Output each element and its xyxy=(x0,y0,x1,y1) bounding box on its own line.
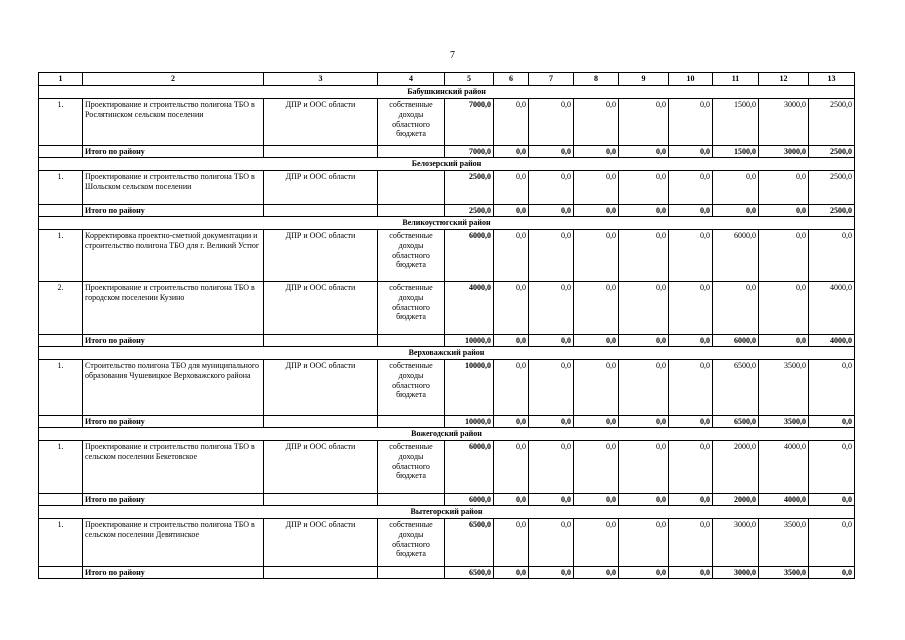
amount-cell: 0,0 xyxy=(809,519,855,567)
amount-cell: 4000,0 xyxy=(809,282,855,335)
total-spacer xyxy=(264,205,378,217)
total-label: Итого по району xyxy=(83,205,264,217)
amount-cell: 6000,0 xyxy=(445,230,494,282)
total-amount-cell: 0,0 xyxy=(669,146,713,158)
total-amount-cell: 0,0 xyxy=(619,494,669,506)
responsible-organization: ДПР и ООС области xyxy=(264,282,378,335)
total-spacer xyxy=(378,494,445,506)
amount-cell: 0,0 xyxy=(759,171,809,205)
column-number-cell: 11 xyxy=(713,73,759,86)
column-number-cell: 12 xyxy=(759,73,809,86)
total-amount-cell: 3500,0 xyxy=(759,416,809,428)
amount-cell: 0,0 xyxy=(529,360,574,416)
amount-cell: 0,0 xyxy=(713,282,759,335)
table-body xyxy=(39,73,855,579)
total-spacer xyxy=(39,567,83,579)
amount-cell: 2500,0 xyxy=(809,99,855,146)
total-amount-cell: 3500,0 xyxy=(759,567,809,579)
row-number: 2. xyxy=(39,282,83,335)
amount-cell: 0,0 xyxy=(669,441,713,494)
funding-source: собственные доходы областного бюджета xyxy=(378,441,445,494)
total-amount-cell: 0,0 xyxy=(494,205,529,217)
amount-cell: 2500,0 xyxy=(809,171,855,205)
district-name: Белозерский район xyxy=(39,158,855,171)
total-amount-cell: 0,0 xyxy=(529,567,574,579)
amount-cell: 0,0 xyxy=(494,441,529,494)
amount-cell: 0,0 xyxy=(574,282,619,335)
total-amount-cell: 0,0 xyxy=(574,146,619,158)
amount-cell: 1500,0 xyxy=(713,99,759,146)
total-amount-cell: 0,0 xyxy=(809,416,855,428)
amount-cell: 3500,0 xyxy=(759,519,809,567)
amount-cell: 0,0 xyxy=(494,230,529,282)
total-spacer xyxy=(378,416,445,428)
amount-cell: 0,0 xyxy=(809,230,855,282)
amount-cell: 0,0 xyxy=(809,441,855,494)
responsible-organization: ДПР и ООС области xyxy=(264,99,378,146)
funding-source: собственные доходы областного бюджета xyxy=(378,519,445,567)
total-label: Итого по району xyxy=(83,494,264,506)
row-number: 1. xyxy=(39,441,83,494)
amount-cell: 0,0 xyxy=(669,282,713,335)
project-description: Корректировка проектно-сметной документации и строительство полигона ТБО для г. Великий Устюг xyxy=(83,230,264,282)
total-amount-cell: 0,0 xyxy=(809,494,855,506)
total-amount-cell: 2500,0 xyxy=(809,205,855,217)
total-amount-cell: 6500,0 xyxy=(445,567,494,579)
total-amount-cell: 4000,0 xyxy=(809,335,855,347)
amount-cell: 0,0 xyxy=(619,282,669,335)
program-table xyxy=(38,72,855,579)
funding-source: собственные доходы областного бюджета xyxy=(378,282,445,335)
district-name: Вытегорский район xyxy=(39,506,855,519)
funding-source xyxy=(378,171,445,205)
column-number-row xyxy=(39,73,855,86)
total-spacer xyxy=(264,567,378,579)
page-number: 7 xyxy=(450,50,455,61)
total-amount-cell: 0,0 xyxy=(529,416,574,428)
total-spacer xyxy=(39,146,83,158)
project-description: Проектирование и строительство полигона ТБО в сельском поселении Девятинское xyxy=(83,519,264,567)
amount-cell: 2000,0 xyxy=(713,441,759,494)
total-amount-cell: 0,0 xyxy=(759,205,809,217)
amount-cell: 0,0 xyxy=(494,282,529,335)
district-row xyxy=(39,86,855,99)
amount-cell: 3000,0 xyxy=(713,519,759,567)
amount-cell: 0,0 xyxy=(669,360,713,416)
row-number: 1. xyxy=(39,171,83,205)
table-row xyxy=(39,441,855,494)
total-amount-cell: 2500,0 xyxy=(445,205,494,217)
amount-cell: 0,0 xyxy=(759,282,809,335)
column-number-cell: 9 xyxy=(619,73,669,86)
amount-cell: 0,0 xyxy=(619,519,669,567)
total-amount-cell: 0,0 xyxy=(494,335,529,347)
total-amount-cell: 0,0 xyxy=(494,567,529,579)
amount-cell: 0,0 xyxy=(529,282,574,335)
amount-cell: 0,0 xyxy=(669,230,713,282)
column-number-cell: 10 xyxy=(669,73,713,86)
district-total-row xyxy=(39,146,855,158)
row-number: 1. xyxy=(39,360,83,416)
total-spacer xyxy=(39,416,83,428)
total-spacer xyxy=(378,567,445,579)
total-label: Итого по району xyxy=(83,335,264,347)
amount-cell: 0,0 xyxy=(759,230,809,282)
total-amount-cell: 0,0 xyxy=(574,335,619,347)
amount-cell: 0,0 xyxy=(494,99,529,146)
responsible-organization: ДПР и ООС области xyxy=(264,230,378,282)
column-number-cell: 1 xyxy=(39,73,83,86)
total-amount-cell: 2500,0 xyxy=(809,146,855,158)
amount-cell: 6500,0 xyxy=(713,360,759,416)
total-amount-cell: 6500,0 xyxy=(713,416,759,428)
district-total-row xyxy=(39,205,855,217)
amount-cell: 0,0 xyxy=(619,171,669,205)
amount-cell: 4000,0 xyxy=(445,282,494,335)
total-amount-cell: 7000,0 xyxy=(445,146,494,158)
total-spacer xyxy=(378,146,445,158)
column-number-cell: 8 xyxy=(574,73,619,86)
amount-cell: 3500,0 xyxy=(759,360,809,416)
district-total-row xyxy=(39,335,855,347)
responsible-organization: ДПР и ООС области xyxy=(264,171,378,205)
amount-cell: 0,0 xyxy=(574,99,619,146)
total-amount-cell: 0,0 xyxy=(669,494,713,506)
total-amount-cell: 0,0 xyxy=(619,416,669,428)
table-row xyxy=(39,282,855,335)
responsible-organization: ДПР и ООС области xyxy=(264,519,378,567)
total-label: Итого по району xyxy=(83,416,264,428)
amount-cell: 0,0 xyxy=(529,171,574,205)
project-description: Проектирование и строительство полигона ТБО в городском поселении Кузино xyxy=(83,282,264,335)
column-number-cell: 2 xyxy=(83,73,264,86)
total-amount-cell: 0,0 xyxy=(713,205,759,217)
total-amount-cell: 10000,0 xyxy=(445,335,494,347)
total-amount-cell: 0,0 xyxy=(669,205,713,217)
project-description: Проектирование и строительство полигона ТБО в Рослятинском сельском поселении xyxy=(83,99,264,146)
amount-cell: 0,0 xyxy=(574,441,619,494)
amount-cell: 10000,0 xyxy=(445,360,494,416)
total-amount-cell: 0,0 xyxy=(669,567,713,579)
funding-source: собственные доходы областного бюджета xyxy=(378,360,445,416)
total-spacer xyxy=(264,416,378,428)
column-number-cell: 7 xyxy=(529,73,574,86)
funding-source: собственные доходы областного бюджета xyxy=(378,99,445,146)
district-total-row xyxy=(39,494,855,506)
amount-cell: 0,0 xyxy=(494,519,529,567)
row-number: 1. xyxy=(39,519,83,567)
table-row xyxy=(39,519,855,567)
row-number: 1. xyxy=(39,230,83,282)
total-spacer xyxy=(378,205,445,217)
total-spacer xyxy=(378,335,445,347)
amount-cell: 0,0 xyxy=(574,519,619,567)
district-name: Великоустюгский район xyxy=(39,217,855,230)
amount-cell: 4000,0 xyxy=(759,441,809,494)
total-amount-cell: 6000,0 xyxy=(713,335,759,347)
amount-cell: 6000,0 xyxy=(445,441,494,494)
district-name: Бабушкинский район xyxy=(39,86,855,99)
amount-cell: 0,0 xyxy=(669,171,713,205)
total-amount-cell: 6000,0 xyxy=(445,494,494,506)
amount-cell: 0,0 xyxy=(574,360,619,416)
amount-cell: 0,0 xyxy=(529,441,574,494)
total-label: Итого по району xyxy=(83,146,264,158)
amount-cell: 0,0 xyxy=(529,99,574,146)
amount-cell: 0,0 xyxy=(574,171,619,205)
amount-cell: 7000,0 xyxy=(445,99,494,146)
table-row xyxy=(39,171,855,205)
district-row xyxy=(39,217,855,230)
total-amount-cell: 0,0 xyxy=(809,567,855,579)
total-amount-cell: 3000,0 xyxy=(759,146,809,158)
amount-cell: 6500,0 xyxy=(445,519,494,567)
amount-cell: 0,0 xyxy=(494,360,529,416)
row-number: 1. xyxy=(39,99,83,146)
total-spacer xyxy=(39,335,83,347)
total-label: Итого по району xyxy=(83,567,264,579)
amount-cell: 0,0 xyxy=(619,360,669,416)
amount-cell: 0,0 xyxy=(669,99,713,146)
responsible-organization: ДПР и ООС области xyxy=(264,360,378,416)
total-amount-cell: 2000,0 xyxy=(713,494,759,506)
total-amount-cell: 0,0 xyxy=(619,335,669,347)
amount-cell: 0,0 xyxy=(529,230,574,282)
amount-cell: 0,0 xyxy=(669,519,713,567)
total-amount-cell: 0,0 xyxy=(574,205,619,217)
total-amount-cell: 10000,0 xyxy=(445,416,494,428)
total-amount-cell: 0,0 xyxy=(574,494,619,506)
amount-cell: 6000,0 xyxy=(713,230,759,282)
amount-cell: 0,0 xyxy=(809,360,855,416)
total-amount-cell: 0,0 xyxy=(494,416,529,428)
total-amount-cell: 0,0 xyxy=(669,335,713,347)
project-description: Проектирование и строительство полигона ТБО в Шольском сельском поселении xyxy=(83,171,264,205)
amount-cell: 0,0 xyxy=(494,171,529,205)
funding-source: собственные доходы областного бюджета xyxy=(378,230,445,282)
district-name: Вожегодский район xyxy=(39,428,855,441)
total-amount-cell: 4000,0 xyxy=(759,494,809,506)
total-amount-cell: 0,0 xyxy=(529,146,574,158)
total-amount-cell: 0,0 xyxy=(759,335,809,347)
column-number-cell: 5 xyxy=(445,73,494,86)
total-spacer xyxy=(264,494,378,506)
amount-cell: 0,0 xyxy=(529,519,574,567)
amount-cell: 0,0 xyxy=(619,441,669,494)
project-description: Строительство полигона ТБО для муниципального образования Чушевицкое Верховажского района xyxy=(83,360,264,416)
total-amount-cell: 0,0 xyxy=(619,205,669,217)
table-row xyxy=(39,230,855,282)
district-row xyxy=(39,158,855,171)
amount-cell: 0,0 xyxy=(713,171,759,205)
total-amount-cell: 3000,0 xyxy=(713,567,759,579)
table-row xyxy=(39,360,855,416)
total-spacer xyxy=(264,146,378,158)
total-amount-cell: 0,0 xyxy=(574,567,619,579)
column-number-cell: 6 xyxy=(494,73,529,86)
responsible-organization: ДПР и ООС области xyxy=(264,441,378,494)
project-description: Проектирование и строительство полигона ТБО в сельском поселении Бекетовское xyxy=(83,441,264,494)
amount-cell: 2500,0 xyxy=(445,171,494,205)
district-name: Верховажский район xyxy=(39,347,855,360)
district-row xyxy=(39,347,855,360)
total-amount-cell: 0,0 xyxy=(619,146,669,158)
total-spacer xyxy=(39,494,83,506)
amount-cell: 0,0 xyxy=(619,99,669,146)
district-total-row xyxy=(39,416,855,428)
table-row xyxy=(39,99,855,146)
district-total-row xyxy=(39,567,855,579)
amount-cell: 0,0 xyxy=(619,230,669,282)
total-amount-cell: 0,0 xyxy=(494,494,529,506)
column-number-cell: 13 xyxy=(809,73,855,86)
total-amount-cell: 0,0 xyxy=(669,416,713,428)
total-spacer xyxy=(264,335,378,347)
total-amount-cell: 0,0 xyxy=(619,567,669,579)
total-spacer xyxy=(39,205,83,217)
total-amount-cell: 0,0 xyxy=(529,335,574,347)
total-amount-cell: 0,0 xyxy=(529,494,574,506)
total-amount-cell: 0,0 xyxy=(494,146,529,158)
amount-cell: 0,0 xyxy=(574,230,619,282)
amount-cell: 3000,0 xyxy=(759,99,809,146)
total-amount-cell: 0,0 xyxy=(529,205,574,217)
column-number-cell: 3 xyxy=(264,73,378,86)
column-number-cell: 4 xyxy=(378,73,445,86)
district-row xyxy=(39,428,855,441)
district-row xyxy=(39,506,855,519)
total-amount-cell: 1500,0 xyxy=(713,146,759,158)
total-amount-cell: 0,0 xyxy=(574,416,619,428)
